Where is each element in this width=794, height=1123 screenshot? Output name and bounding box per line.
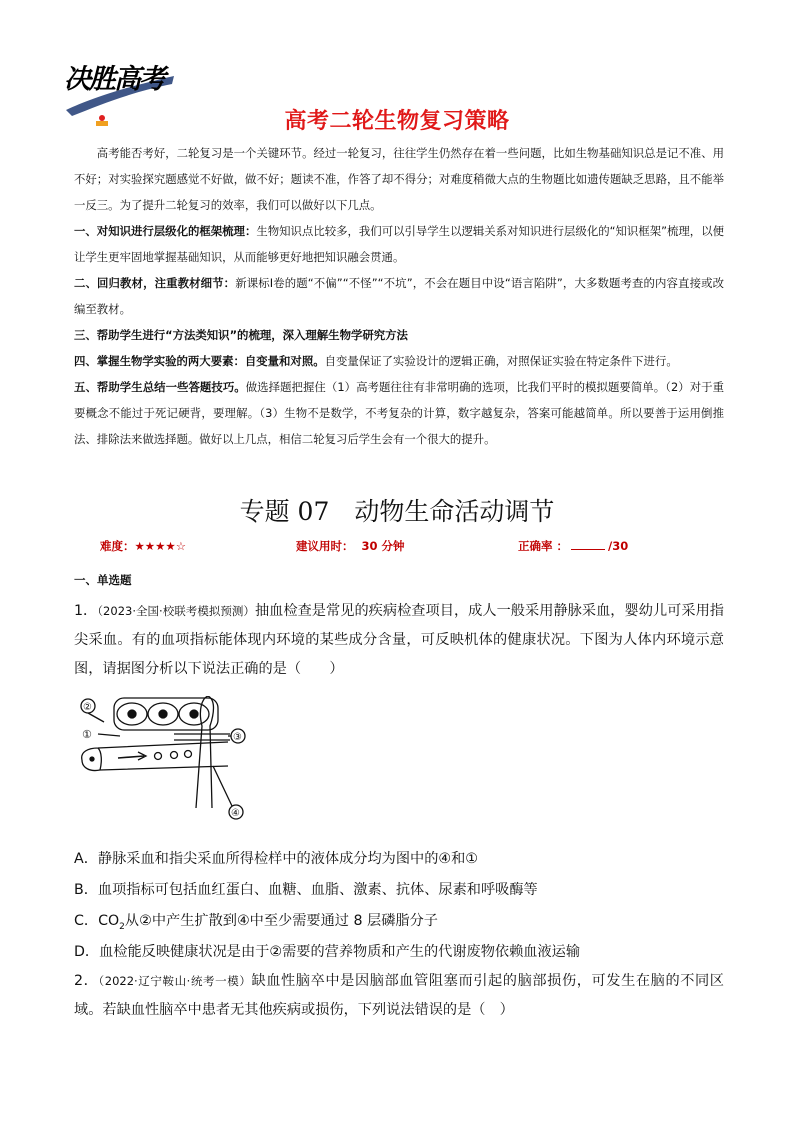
label-1: ① [82, 728, 92, 741]
suggested-time [296, 538, 405, 554]
difficulty-stars: ★★★★☆ [134, 539, 187, 553]
page-title: 高考二轮生物复习策略 [284, 109, 510, 134]
intro-paragraph: 高考能否考好，二轮复习是一个关键环节。经过一轮复习，往往学生仍然存在着一些问题，比如生物基础知识总是记不准、用不好；对实验探究题感觉不好做，做不好；题读不准，作答了却不得分；对难度稍微大点的生物题比如遗传题缺乏思路，且不能举一反三。为了提升二轮复习的效率，我们可以做好以下几点。 [74, 146, 724, 212]
topic-title: 专题 07 动物生命活动调节 [239, 497, 555, 526]
section-heading: 一、单选题 [74, 573, 132, 587]
option-c[interactable] [74, 910, 734, 932]
option-c-sub: 2 [119, 921, 125, 932]
question-2 [74, 967, 724, 1025]
question-2-source: （2022·辽宁鞍山·统考一模） [98, 974, 252, 988]
option-c-post: 从②中产生扩散到④中至少需要通过 8 层磷脂分子 [124, 913, 438, 929]
label-2: ② [83, 702, 92, 713]
intro-point-3 [74, 322, 724, 348]
option-d[interactable]: D．血检能反映健康状况是由于②需要的营养物质和产生的代谢废物依赖血液运输 [74, 944, 581, 960]
intro-point-4 [74, 348, 724, 374]
point-4-text: 自变量保证了实验设计的逻辑正确，对照保证实验在特定条件下进行。 [324, 354, 678, 368]
intro-point-1 [74, 218, 724, 270]
label-4: ④ [231, 808, 240, 819]
point-2-heading: 二、回归教材，注重教材细节： [74, 276, 236, 290]
label-3: ③ [233, 732, 242, 743]
intro-point-2 [74, 270, 724, 322]
option-a[interactable]: A．静脉采血和指尖采血所得检样中的液体成分均为图中的④和① [74, 851, 479, 867]
accuracy [518, 538, 628, 554]
point-4-heading: 四、掌握生物学实验的两大要素：自变量和对照。 [74, 354, 325, 368]
question-1-source: （2023·全国·校联考模拟预测） [97, 604, 255, 618]
point-5-heading: 五、帮助学生总结一些答题技巧。 [74, 380, 246, 394]
question-2-number: 2． [74, 973, 99, 989]
question-1-stem: 抽血检查是常见的疾病检查项目，成人一般采用静脉采血，婴幼儿可采用指尖采血。有的血项指标能体现内环境的某些成分含量，可反映机体的健康状况。下图为人体内环境示意图，请据图分析以下说法正确的是（ ） [74, 603, 724, 677]
point-1-text: 生物知识点比较多，我们可以引导学生以逻辑关系对知识进行层级化的“知识框架”梳理，以便让学生更牢固地掌握基础知识，从而能够更好地把知识融会贯通。 [74, 224, 724, 264]
point-2-text: 新课标Ⅰ卷的题“不偏”“不怪”“不坑”，不会在题目中设“语言陷阱”，大多数题考查的内容直接或改编至教材。 [74, 276, 724, 316]
question-2-stem: 缺血性脑卒中是因脑部血管阻塞而引起的脑部损伤，可发生在脑的不同区域。若缺血性脑卒中患者无其他疾病或损伤，下列说法错误的是（ ） [74, 973, 724, 1018]
time-label: 建议用时： [296, 539, 354, 553]
point-3-heading: 三、帮助学生进行“方法类知识”的梳理，深入理解生物学研究方法 [74, 328, 408, 342]
intro-point-5 [74, 374, 724, 452]
difficulty-label: 难度： [100, 539, 135, 553]
difficulty [100, 538, 186, 554]
diagram-art [78, 696, 250, 828]
point-5-text: 做选择题把握住（1）高考题往往有非常明确的选项，比我们平时的模拟题要简单。（2）对于重要概念不能过于死记硬背，要理解。（3）生物不是数学，不考复杂的计算，数字越复杂，答案可能越简单。所以要善于运用倒推法、排除法来做选择题。做好以上几点，相信二轮复习后学生会有一个很大的提升。 [74, 380, 724, 446]
accuracy-total: /30 [608, 539, 629, 553]
option-c-pre: C．CO [74, 913, 120, 929]
brand-logo-text: 决胜高考 [64, 64, 164, 95]
question-1 [74, 597, 724, 684]
internal-environment-diagram [78, 696, 250, 828]
accuracy-label: 正确率 ： [518, 539, 569, 553]
option-b[interactable]: B．血项指标可包括血红蛋白、血糖、血脂、激素、抗体、尿素和呼吸酶等 [74, 882, 538, 898]
question-1-number: 1． [74, 603, 98, 619]
accuracy-blank [571, 538, 605, 550]
intro-text [74, 140, 724, 452]
question-2-text [74, 967, 724, 1025]
point-1-heading: 一、对知识进行层级化的框架梳理： [74, 224, 257, 238]
time-value: 30 分钟 [361, 539, 405, 553]
question-1-text [74, 597, 724, 684]
